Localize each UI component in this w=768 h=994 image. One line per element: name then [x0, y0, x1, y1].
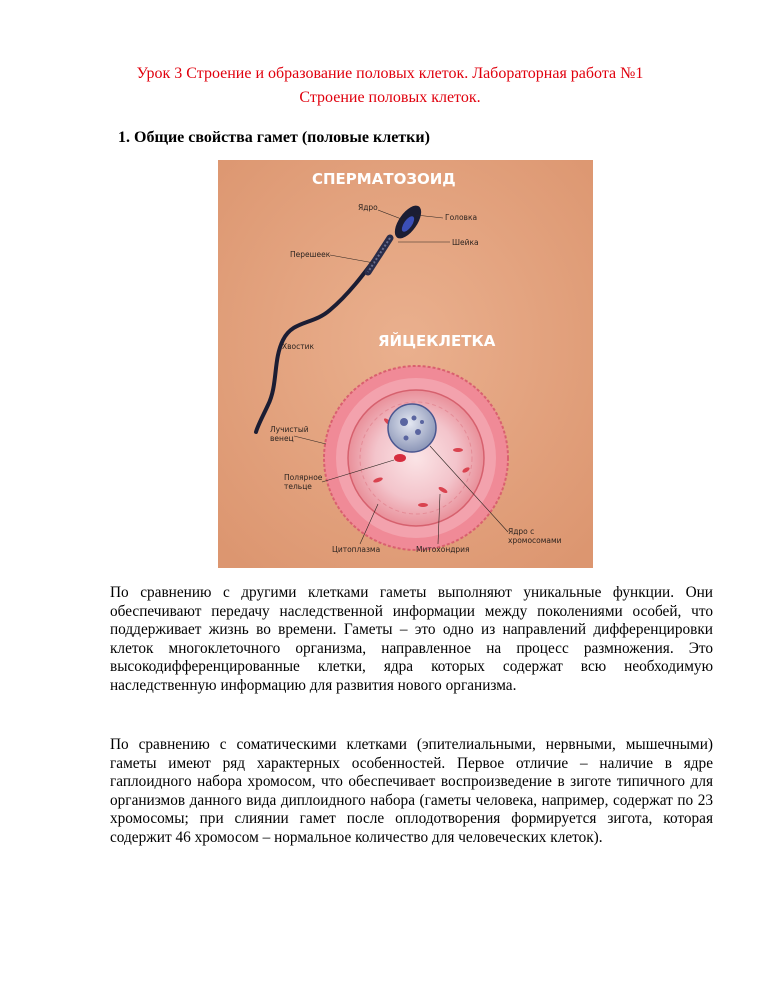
label-tail: Хвостик — [282, 342, 315, 351]
label-head: Головка — [445, 213, 478, 222]
label-corona-line1: Лучистый — [270, 425, 309, 434]
chromatin — [400, 418, 408, 426]
label-nucleus: Ядро — [358, 203, 378, 212]
label-midpiece: Перешеек — [290, 250, 331, 259]
chromatin — [415, 429, 421, 435]
lesson-title — [60, 62, 720, 110]
polar-body — [394, 454, 406, 462]
egg-nucleus — [388, 404, 436, 452]
label-nucleus-chrom-line2: хромосомами — [508, 536, 562, 545]
chromatin — [412, 416, 417, 421]
label-mitochondria: Митохондрия — [416, 545, 470, 554]
title-line-1: Урок 3 Строение и образование половых клеток. Лабораторная работа №1 — [136, 65, 644, 82]
mitochondrion — [453, 448, 463, 452]
section-heading: 1. Общие свойства гамет (половые клетки) — [118, 129, 430, 146]
chromatin — [420, 420, 424, 424]
label-cytoplasm: Цитоплазма — [332, 545, 381, 554]
egg-title: ЯЙЦЕКЛЕТКА — [378, 332, 496, 350]
gametes-illustration — [218, 160, 593, 568]
label-neck: Шейка — [452, 238, 479, 247]
label-nucleus-chrom-line1: Ядро с — [508, 527, 535, 536]
label-corona-line2: венец — [270, 434, 294, 443]
paragraph-1: По сравнению с другими клетками гаметы выполняют уникальные функции. Они обеспечивают передачу наследственной информации между поколениями особей, что поддерживает жизнь во времени. Гаметы – это одно из направлений дифференцировки клеток многоклеточного организма, направленное на процесс размножения. Это высокодифференцированные клетки, ядра которых содержат всю необходимую наследственную информацию для развития нового организма. — [110, 584, 713, 694]
paragraph-2: По сравнению с соматическими клетками (эпителиальными, нервными, мышечными) гаметы имеют ряд характерных особенностей. Первое отличие – наличие в ядре гаплоидного набора хромосом, что обеспечивает воспроизведение в зиготе типичного для организмов данного вида диплоидного набора (гаметы человека, например, содержат по 23 хромосомы; при слиянии гамет после оплодотворения формируется зигота, которая содержит 46 хромосом – нормальное количество для человеческих клеток). — [110, 736, 713, 846]
egg-cell — [324, 366, 508, 550]
chromatin — [404, 436, 409, 441]
sperm-title: СПЕРМАТОЗОИД — [312, 170, 456, 188]
label-polar-line2: тельце — [284, 482, 312, 491]
label-polar-line1: Полярное — [284, 473, 323, 482]
title-line-2: Строение половых клеток. — [299, 89, 481, 106]
gametes-diagram — [218, 160, 593, 568]
mitochondrion — [418, 503, 428, 507]
